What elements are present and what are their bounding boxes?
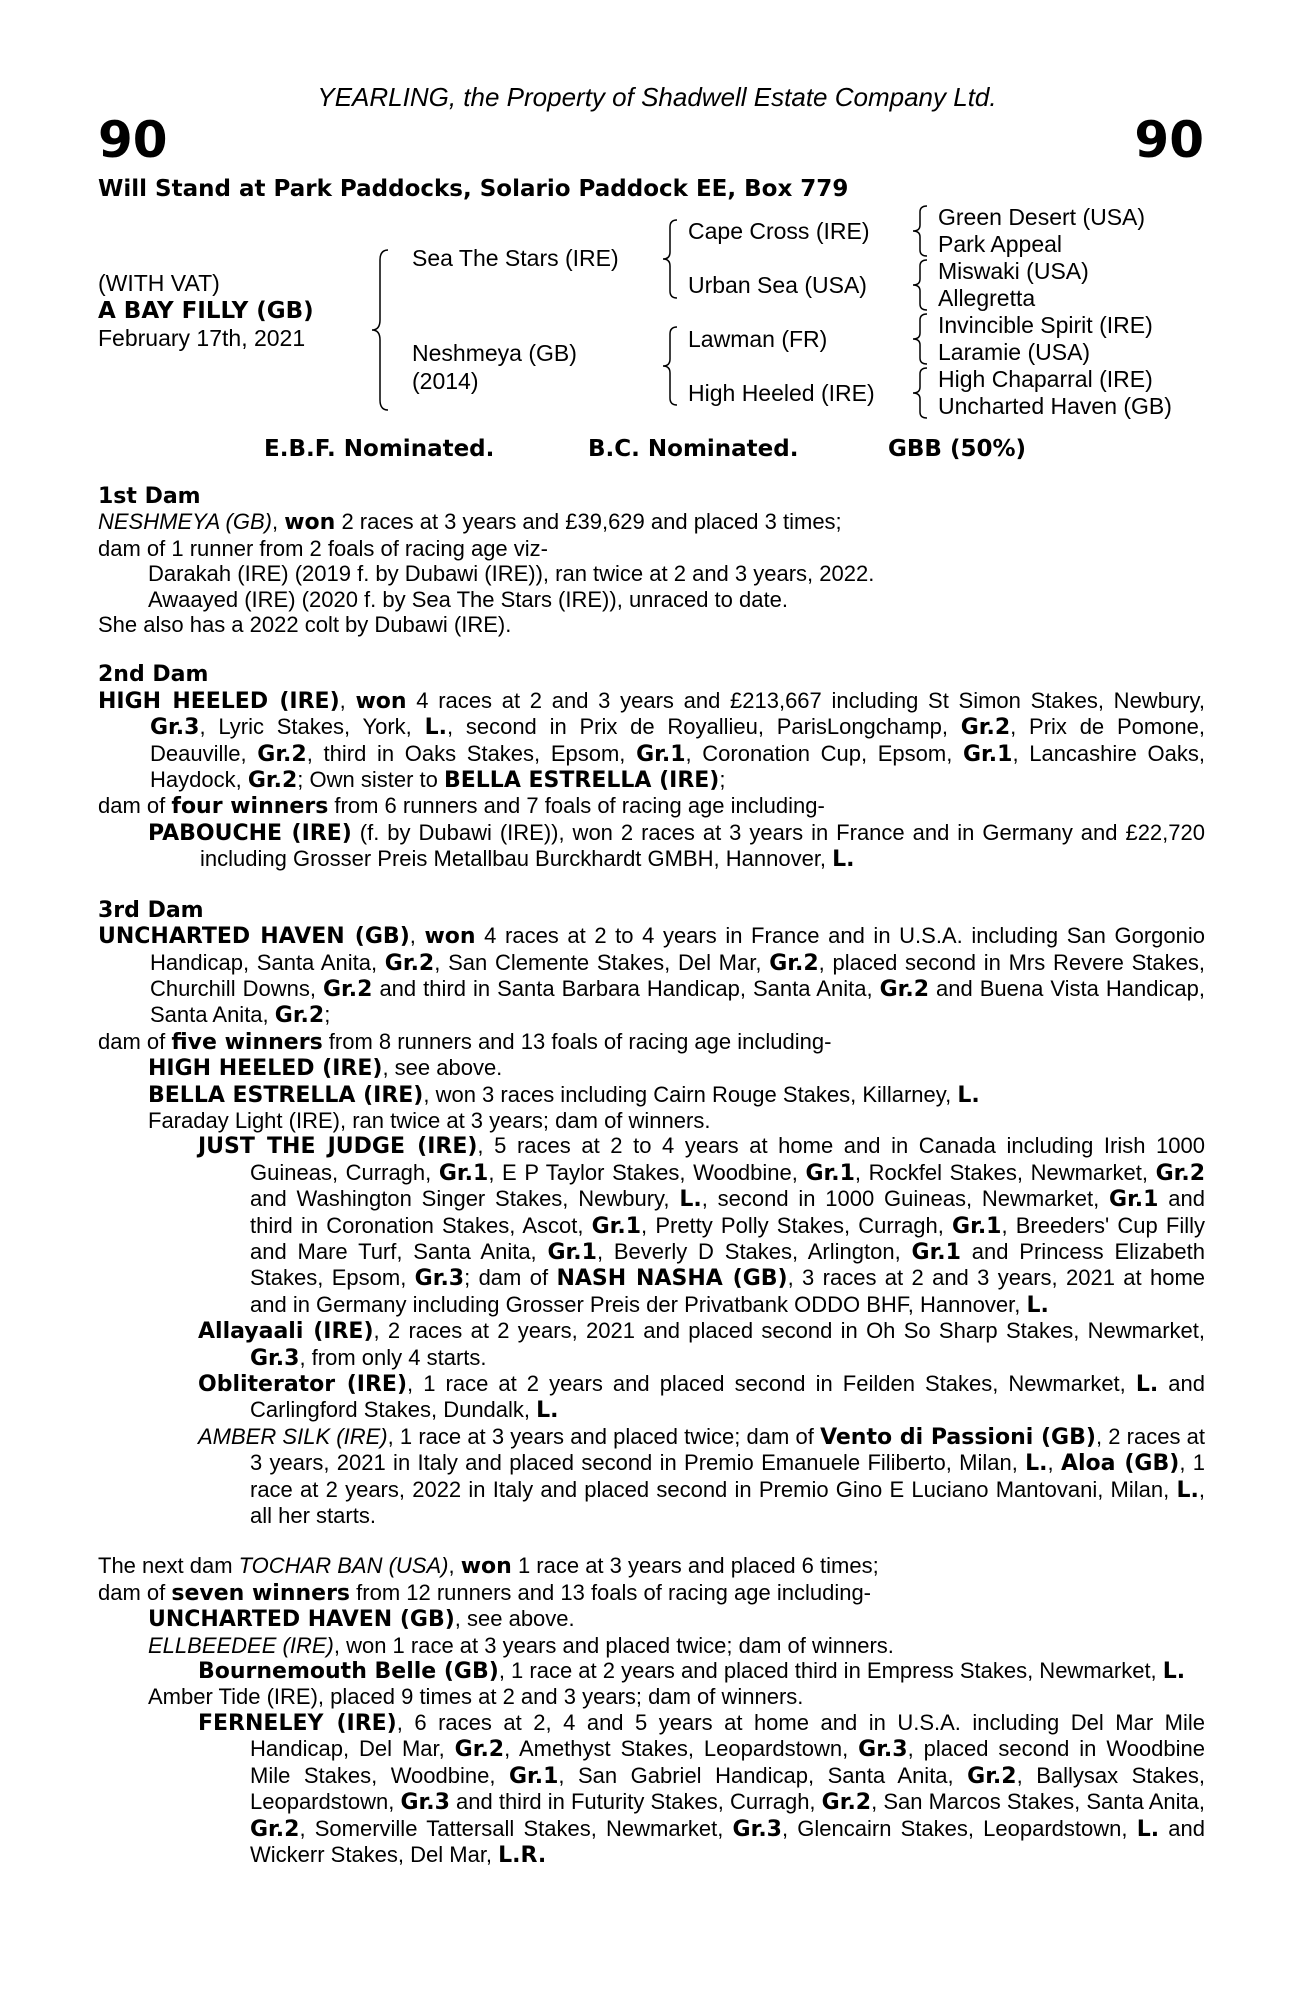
- bold-run: PABOUCHE (IRE): [148, 820, 352, 846]
- text-run: , Beverly D Stakes, Arlington,: [596, 1238, 912, 1264]
- text-run: , 2 races at 3 years, 2021 in Italy and placed second in Premio Emanuele Filiberto, Milan,: [250, 1423, 1205, 1476]
- bold-run: four winners: [171, 794, 329, 820]
- pedigree-paragraph: [98, 1133, 1205, 1318]
- pedigree-paragraph: [98, 1424, 1205, 1529]
- section-heading: 3rd Dam: [98, 897, 204, 923]
- pedigree-brace-gg-1: [910, 204, 930, 258]
- text-run: , won 3 races including Cairn Rouge Stakes, Killarney,: [423, 1081, 958, 1107]
- bold-run: Gr.3: [400, 1790, 450, 1816]
- pedigree-dam-sire: Lawman (FR): [688, 326, 828, 352]
- pedigree-paragraph: [98, 612, 1205, 637]
- text-run: ,: [448, 1553, 461, 1579]
- bold-run: L.: [1162, 1659, 1186, 1685]
- text-run: ,: [409, 923, 425, 949]
- pedigree-paragraph: [98, 1318, 1205, 1371]
- bold-run: Gr.2: [1155, 1160, 1206, 1186]
- bold-run: Gr.1: [591, 1213, 642, 1239]
- text-run: , see above.: [382, 1055, 503, 1081]
- text-run: 4 races at 2 to 4 years in France and in U.S.A. including San Gorgonio Handicap, Santa Anita,: [150, 923, 1205, 975]
- bold-run: NASH NASHA (GB): [556, 1266, 788, 1292]
- bold-run: Gr.2: [967, 1763, 1017, 1789]
- pedigree-paragraph: [98, 1606, 1205, 1632]
- text-run: , Coronation Cup, Epsom,: [685, 740, 963, 766]
- bold-run: Gr.2: [247, 768, 298, 794]
- bold-run: JUST THE JUDGE (IRE): [198, 1134, 478, 1160]
- text-run: , Lyric Stakes, York,: [199, 714, 425, 740]
- pedigree-brace-gg-3: [910, 312, 930, 366]
- bold-run: UNCHARTED HAVEN (GB): [98, 924, 410, 950]
- bold-run: Vento di Passioni (GB): [820, 1424, 1096, 1450]
- bold-run: won: [460, 1554, 512, 1580]
- ebf-nomination: E.B.F. Nominated.: [264, 436, 495, 462]
- bold-run: Obliterator (IRE): [198, 1372, 408, 1397]
- pedigree-paragraph: [98, 923, 1205, 1029]
- text-run: , E P Taylor Stakes, Woodbine,: [488, 1159, 806, 1185]
- bold-run: UNCHARTED HAVEN (GB): [148, 1607, 455, 1633]
- text-run: , 1 race at 2 years, 2022 in Italy and placed second in Premio Gino E Luciano Mantovani, Milan,: [250, 1450, 1205, 1502]
- bold-run: HIGH HEELED (IRE): [148, 1056, 383, 1082]
- text-run: dam of: [98, 793, 172, 819]
- text-run: , second in Prix de Royallieu, ParisLongchamp,: [446, 714, 961, 740]
- text-run: , 1 race at 2 years and placed third in Empress Stakes, Newmarket,: [498, 1658, 1163, 1684]
- bold-run: Gr.1: [508, 1763, 559, 1789]
- bold-run: Gr.1: [438, 1160, 489, 1186]
- bold-run: Gr.2: [879, 976, 930, 1002]
- bold-run: won: [355, 688, 407, 714]
- pedigree-paragraph: [98, 820, 1205, 873]
- bold-run: Gr.3: [414, 1266, 465, 1292]
- bold-run: L.R.: [498, 1842, 547, 1868]
- text-run: dam of: [98, 1028, 172, 1054]
- pedigree-body: [98, 484, 1205, 1868]
- bold-run: L.: [536, 1398, 559, 1424]
- pedigree-paragraph: [98, 1082, 1205, 1108]
- text-run: , third in Oaks Stakes, Epsom,: [306, 740, 637, 766]
- text-run: , all her starts.: [250, 1476, 1205, 1529]
- pedigree-brace-gg-2: [910, 258, 930, 312]
- bold-run: L.: [1135, 1372, 1159, 1397]
- pedigree-granddam: Urban Sea (USA): [688, 272, 867, 298]
- italic-run: TOCHAR BAN (USA): [238, 1553, 449, 1579]
- bold-run: L.: [1025, 1451, 1048, 1477]
- pedigree-paragraph: [98, 1580, 1205, 1606]
- bold-run: Gr.2: [384, 950, 435, 976]
- text-run: (f. by Dubawi (IRE)), won 2 races at 3 years in France and in Germany and £22,720 including Grosser Preis Metallbau Burckhardt GMBH, Hannover,: [200, 819, 1205, 872]
- gbb-rating: GBB (50%): [888, 436, 1027, 462]
- pedigree-paragraph: [98, 536, 1205, 561]
- pedigree-paragraph: [98, 1658, 1205, 1684]
- bold-run: FERNELEY (IRE): [198, 1710, 397, 1736]
- pedigree-gg-7: High Chaparral (IRE): [938, 366, 1153, 392]
- bold-run: Gr.2: [322, 976, 373, 1002]
- bold-run: Gr.1: [952, 1213, 1002, 1239]
- text-run: ,: [339, 687, 356, 713]
- vat-note: (WITH VAT): [98, 270, 220, 296]
- pedigree-gg-3: Miswaki (USA): [938, 258, 1089, 284]
- pedigree-paragraph: [98, 1553, 1205, 1579]
- bc-nomination: B.C. Nominated.: [588, 436, 799, 462]
- text-run: and third in Futurity Stakes, Curragh,: [449, 1789, 822, 1815]
- bold-run: Gr.1: [1109, 1187, 1159, 1213]
- pedigree-paragraph: [98, 561, 1205, 586]
- bold-run: Gr.2: [250, 1816, 300, 1842]
- text-run: and Princess Elizabeth Stakes, Epsom,: [250, 1238, 1205, 1291]
- text-run: and Washington Singer Stakes, Newbury,: [250, 1186, 680, 1212]
- pedigree-gg-5: Invincible Spirit (IRE): [938, 312, 1153, 338]
- text-run: , San Marcos Stakes, Santa Anita,: [871, 1789, 1205, 1815]
- bold-run: L.: [679, 1187, 702, 1213]
- text-run: , 5 races at 2 to 4 years at home and in Canada including Irish 1000 Guineas, Curragh,: [250, 1133, 1205, 1185]
- pedigree-paragraph: [98, 1633, 1205, 1658]
- pedigree-paragraph: [98, 1108, 1205, 1133]
- pedigree-paragraph: [98, 587, 1205, 612]
- text-run: , 2 races at 2 years, 2021 and placed second in Oh So Sharp Stakes, Newmarket,: [373, 1318, 1205, 1344]
- text-run: 4 races at 2 and 3 years and £213,667 including St Simon Stakes, Newbury,: [406, 687, 1205, 713]
- pedigree-gg-8: Uncharted Haven (GB): [938, 393, 1172, 419]
- foaling-date: February 17th, 2021: [98, 325, 306, 351]
- text-run: and third in Santa Barbara Handicap, Santa Anita,: [372, 975, 880, 1001]
- pedigree-dam: Neshmeya (GB): [412, 340, 577, 366]
- text-run: from 12 runners and 13 foals of racing age including-: [350, 1579, 872, 1605]
- text-run: 1 race at 3 years and placed 6 times;: [511, 1553, 879, 1579]
- bold-run: Gr.3: [732, 1816, 782, 1842]
- text-run: ;: [324, 1002, 331, 1028]
- bold-run: Aloa (GB): [1060, 1451, 1180, 1477]
- text-run: , San Gabriel Handicap, Santa Anita,: [558, 1762, 968, 1788]
- bold-run: five winners: [171, 1029, 323, 1055]
- text-run: , San Clemente Stakes, Del Mar,: [434, 949, 770, 975]
- bold-run: Gr.2: [960, 715, 1011, 741]
- text-run: , from only 4 starts.: [299, 1344, 487, 1370]
- text-run: from 6 runners and 7 foals of racing age including-: [328, 793, 825, 819]
- text-run: , placed second in Mrs Revere Stakes, Churchill Downs,: [150, 949, 1205, 1001]
- text-run: , 3 races at 2 and 3 years, 2021 at home and in Germany including Grosser Preis der Privatbank ODDO BHF, Hannover,: [250, 1265, 1206, 1317]
- lot-number-left: 90: [98, 111, 168, 169]
- text-run: , Ballysax Stakes, Leopardstown,: [250, 1762, 1205, 1815]
- text-run: Darakah (IRE) (2019 f. by Dubawi (IRE)), ran twice at 2 and 3 years, 2022.: [148, 561, 875, 587]
- text-run: , 1 race at 2 years and placed second in Feilden Stakes, Newmarket,: [407, 1371, 1136, 1396]
- bold-run: Gr.1: [963, 741, 1013, 767]
- text-run: , Glencairn Stakes, Leopardstown,: [781, 1815, 1137, 1841]
- pedigree-paragraph: [98, 1684, 1205, 1709]
- text-run: , Pretty Polly Stakes, Curragh,: [641, 1212, 953, 1238]
- pedigree-gg-1: Green Desert (USA): [938, 204, 1146, 230]
- bold-run: Gr.2: [769, 950, 819, 976]
- pedigree-paragraph: [98, 688, 1205, 794]
- pedigree-brace-gg-4: [910, 366, 930, 420]
- section-heading: 1st Dam: [98, 484, 201, 509]
- italic-run: AMBER SILK (IRE): [198, 1423, 388, 1449]
- bold-run: Gr.2: [257, 741, 307, 767]
- bold-run: Bournemouth Belle (GB): [198, 1659, 499, 1685]
- text-run: , 6 races at 2, 4 and 5 years at home and in U.S.A. including Del Mar Mile Handicap, Del Mar,: [250, 1709, 1205, 1762]
- pedigree-brace-sire: [660, 218, 680, 300]
- bold-run: seven winners: [171, 1580, 351, 1606]
- text-run: dam of: [98, 1579, 172, 1605]
- pedigree-paragraph: [98, 509, 1205, 535]
- pedigree-paragraph: [98, 1029, 1205, 1055]
- text-run: , see above.: [454, 1606, 575, 1632]
- text-run: , placed second in Woodbine Mile Stakes, Woodbine,: [250, 1736, 1205, 1788]
- bold-run: Gr.1: [911, 1239, 961, 1265]
- text-run: , Prix de Pomone, Deauville,: [150, 714, 1205, 766]
- pedigree-dam-year: (2014): [412, 368, 479, 394]
- bold-run: L.: [957, 1082, 980, 1108]
- catalogue-header: YEARLING, the Property of Shadwell Estate Company Ltd.: [317, 82, 997, 112]
- bold-run: Gr.2: [821, 1790, 872, 1816]
- pedigree-dam-dam: High Heeled (IRE): [688, 380, 875, 406]
- bold-run: Gr.1: [805, 1160, 855, 1186]
- text-run: and third in Coronation Stakes, Ascot,: [250, 1186, 1205, 1238]
- text-run: , second in 1000 Guineas, Newmarket,: [701, 1186, 1110, 1212]
- text-run: Faraday Light (IRE), ran twice at 3 years; dam of winners.: [148, 1107, 711, 1133]
- lot-number-right: 90: [1134, 111, 1204, 169]
- bold-run: Gr.2: [454, 1737, 505, 1763]
- bold-run: Gr.2: [274, 1003, 325, 1029]
- text-run: ;: [719, 767, 726, 793]
- pedigree-grandsire: Cape Cross (IRE): [688, 218, 870, 244]
- bold-run: won: [424, 924, 476, 950]
- italic-run: ELLBEEDEE (IRE): [148, 1632, 334, 1658]
- pedigree-paragraph: [98, 1055, 1205, 1081]
- text-run: 2 races at 3 years and £39,629 and placed 3 times;: [335, 509, 842, 535]
- bold-run: Gr.3: [250, 1345, 300, 1371]
- text-run: dam of 1 runner from 2 foals of racing age viz-: [98, 535, 548, 561]
- pedigree-gg-6: Laramie (USA): [938, 339, 1091, 365]
- pedigree-gg-2: Park Appeal: [938, 231, 1063, 257]
- text-run: and Carlingford Stakes, Dundalk,: [250, 1371, 1206, 1423]
- subject-name: A BAY FILLY (GB): [98, 298, 314, 324]
- italic-run: NESHMEYA (GB): [98, 509, 272, 535]
- text-run: , won 1 race at 3 years and placed twice; dam of winners.: [333, 1632, 894, 1658]
- bold-run: Gr.1: [547, 1239, 597, 1265]
- text-run: , Lancashire Oaks, Haydock,: [150, 740, 1205, 793]
- bold-run: BELLA ESTRELLA (IRE): [148, 1082, 424, 1108]
- bold-run: BELLA ESTRELLA (IRE): [443, 768, 720, 794]
- text-run: Amber Tide (IRE), placed 9 times at 2 and 3 years; dam of winners.: [148, 1684, 804, 1710]
- text-run: , Somerville Tattersall Stakes, Newmarket,: [299, 1815, 733, 1841]
- section-heading: 2nd Dam: [98, 662, 209, 688]
- text-run: ; dam of: [464, 1265, 557, 1291]
- bold-run: L.: [1136, 1816, 1160, 1842]
- bold-run: L.: [424, 715, 447, 741]
- bold-run: L.: [1026, 1292, 1049, 1318]
- text-run: ,: [1047, 1450, 1061, 1476]
- text-run: and Buena Vista Handicap, Santa Anita,: [150, 975, 1205, 1028]
- text-run: Awaayed (IRE) (2020 f. by Sea The Stars (IRE)), unraced to date.: [148, 586, 788, 612]
- pedigree-sire: Sea The Stars (IRE): [412, 245, 619, 271]
- text-run: She also has a 2022 colt by Dubawi (IRE).: [98, 612, 512, 638]
- text-run: , 1 race at 3 years and placed twice; dam of: [387, 1423, 821, 1449]
- text-run: , Rockfel Stakes, Newmarket,: [854, 1159, 1156, 1185]
- text-run: ,: [272, 509, 285, 535]
- bold-run: Gr.1: [636, 741, 686, 767]
- pedigree-paragraph: [98, 1371, 1205, 1424]
- text-run: ; Own sister to: [297, 767, 444, 793]
- text-run: and Wickerr Stakes, Del Mar,: [250, 1815, 1205, 1867]
- bold-run: Allayaali (IRE): [198, 1319, 374, 1345]
- bold-run: Gr.3: [150, 715, 200, 741]
- bold-run: Gr.3: [858, 1737, 908, 1763]
- pedigree-paragraph: [98, 793, 1205, 819]
- pedigree-brace-main: [368, 248, 392, 412]
- text-run: from 8 runners and 13 foals of racing age including-: [322, 1028, 832, 1054]
- bold-run: won: [284, 510, 336, 536]
- bold-run: L.: [1176, 1477, 1199, 1503]
- text-run: , Breeders' Cup Filly and Mare Turf, Santa Anita,: [250, 1212, 1205, 1264]
- pedigree-brace-dam: [660, 325, 680, 407]
- bold-run: HIGH HEELED (IRE): [98, 688, 340, 714]
- stand-location: Will Stand at Park Paddocks, Solario Paddock EE, Box 779: [98, 176, 849, 202]
- pedigree-gg-4: Allegretta: [938, 285, 1036, 311]
- pedigree-paragraph: [98, 1710, 1205, 1868]
- text-run: , Amethyst Stakes, Leopardstown,: [504, 1736, 859, 1762]
- bold-run: L.: [832, 847, 855, 873]
- text-run: The next dam: [98, 1553, 239, 1579]
